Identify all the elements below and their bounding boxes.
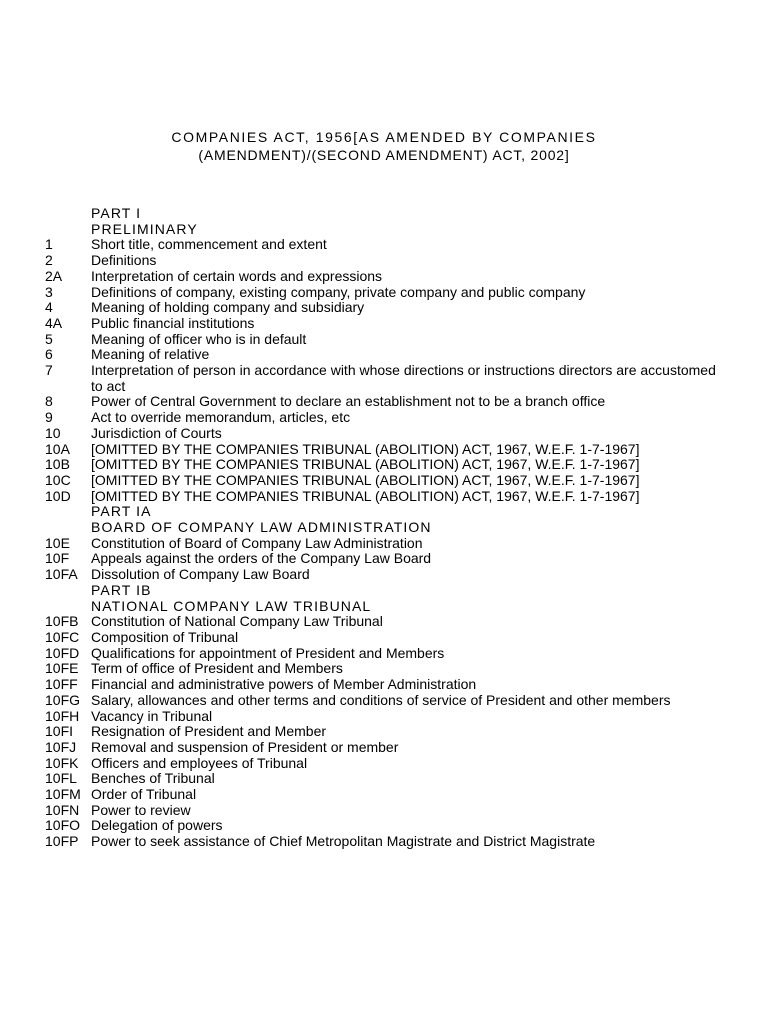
part-heading-text: PART I: [91, 205, 142, 221]
section-number: 3: [45, 283, 53, 300]
toc-row: [0, 803, 768, 819]
toc-row: [0, 300, 768, 316]
section-number: 10FG: [45, 691, 81, 708]
toc-row: [0, 489, 768, 505]
section-title: Power to review: [91, 801, 191, 818]
section-number: 10FJ: [45, 738, 77, 755]
toc-heading: [0, 206, 768, 222]
section-number: [0, 520, 91, 536]
section-number: 2A: [45, 267, 63, 284]
section-title: Salary, allowances and other terms and conditions of service of President and other members: [91, 691, 671, 708]
section-title: Vacancy in Tribunal: [91, 707, 213, 724]
section-number: 7: [45, 362, 53, 379]
toc-row: [0, 740, 768, 756]
part-heading-text: PRELIMINARY: [91, 220, 198, 237]
toc-row: [0, 426, 768, 442]
section-number: 1: [45, 236, 53, 253]
section-title: Interpretation of person in accordance with whose directions or instructions directors are accustomed to act: [91, 362, 716, 394]
toc-row: [0, 630, 768, 646]
section-number: 10A: [45, 440, 70, 457]
section-title: Act to override memorandum, articles, etc: [91, 409, 351, 426]
section-number: 10FH: [45, 707, 80, 724]
part-heading-text: PART IB: [91, 581, 152, 598]
section-number: 5: [45, 330, 53, 347]
table-of-contents: [0, 206, 768, 850]
section-title: Power to seek assistance of Chief Metropolitan Magistrate and District Magistrate: [91, 833, 596, 850]
toc-row: [0, 363, 768, 394]
section-number: [0, 206, 91, 222]
toc-row: [0, 332, 768, 348]
toc-row: [0, 567, 768, 583]
part-heading-text: PART IA: [91, 503, 152, 520]
section-title: Removal and suspension of President or member: [91, 738, 399, 755]
section-number: [0, 599, 91, 615]
toc-row: [0, 253, 768, 269]
section-number: 10FO: [45, 817, 81, 834]
section-title: Interpretation of certain words and expressions: [91, 267, 383, 284]
toc-row: [0, 646, 768, 662]
section-title: Officers and employees of Tribunal: [91, 754, 308, 771]
section-title: Jurisdiction of Courts: [91, 424, 222, 441]
section-number: 10FA: [45, 566, 78, 583]
section-number: 10FC: [45, 628, 80, 645]
document-title-line-1: COMPANIES ACT, 1956[AS AMENDED BY COMPANIES: [171, 129, 597, 145]
toc-row: [0, 614, 768, 630]
section-title: Resignation of President and Member: [91, 723, 327, 740]
toc-row: [0, 709, 768, 725]
section-number: 10: [45, 424, 61, 441]
section-number: 6: [45, 346, 53, 363]
section-number: 10FI: [45, 723, 74, 740]
toc-row: [0, 237, 768, 253]
toc-row: [0, 724, 768, 740]
section-title: Benches of Tribunal: [91, 770, 215, 787]
section-title: Constitution of Board of Company Law Administration: [91, 534, 423, 551]
section-title: Definitions of company, existing company, private company and public company: [91, 283, 586, 300]
section-title: Constitution of National Company Law Tribunal: [91, 613, 383, 630]
section-title: Definitions: [91, 252, 157, 269]
section-number: 8: [45, 393, 53, 410]
section-title: Meaning of officer who is in default: [91, 330, 307, 347]
toc-row: [0, 285, 768, 301]
section-title: Qualifications for appointment of President and Members: [91, 644, 445, 661]
section-number: [0, 583, 91, 599]
section-number: 4A: [45, 314, 63, 331]
section-number: 2: [45, 252, 53, 269]
toc-heading: [0, 583, 768, 599]
section-title: Term of office of President and Members: [91, 660, 343, 677]
section-number: 10C: [45, 471, 71, 488]
toc-row: [0, 818, 768, 834]
toc-row: [0, 457, 768, 473]
section-number: 10FD: [45, 644, 80, 661]
section-title: [OMITTED BY THE COMPANIES TRIBUNAL (ABOLITION) ACT, 1967, W.E.F. 1-7-1967]: [91, 456, 640, 473]
section-number: 10FB: [45, 613, 79, 630]
toc-row: [0, 442, 768, 458]
section-number: [0, 222, 91, 238]
toc-heading: [0, 520, 768, 536]
toc-row: [0, 316, 768, 332]
toc-row: [0, 269, 768, 285]
toc-row: [0, 677, 768, 693]
toc-row: [0, 834, 768, 850]
section-number: 10FL: [45, 770, 77, 787]
toc-heading: [0, 222, 768, 238]
toc-row: [0, 410, 768, 426]
toc-row: [0, 756, 768, 772]
toc-row: [0, 693, 768, 709]
section-number: 10E: [45, 534, 70, 551]
section-number: 10FF: [45, 676, 78, 693]
section-title: [OMITTED BY THE COMPANIES TRIBUNAL (ABOLITION) ACT, 1967, W.E.F. 1-7-1967]: [91, 440, 640, 457]
section-title: Meaning of holding company and subsidiary: [91, 299, 365, 316]
part-heading-text: BOARD OF COMPANY LAW ADMINISTRATION: [91, 519, 432, 536]
toc-row: [0, 551, 768, 567]
toc-row: [0, 771, 768, 787]
toc-row: [0, 661, 768, 677]
section-title: Power of Central Government to declare an establishment not to be a branch office: [91, 393, 606, 410]
section-number: 10F: [45, 550, 70, 567]
section-title: Delegation of powers: [91, 817, 223, 834]
section-title: Financial and administrative powers of Member Administration: [91, 676, 477, 693]
section-title: Appeals against the orders of the Company Law Board: [91, 550, 432, 567]
section-title: Short title, commencement and extent: [91, 236, 327, 253]
section-title: [OMITTED BY THE COMPANIES TRIBUNAL (ABOLITION) ACT, 1967, W.E.F. 1-7-1967]: [91, 471, 640, 488]
section-number: 4: [45, 299, 53, 316]
section-title: [OMITTED BY THE COMPANIES TRIBUNAL (ABOLITION) ACT, 1967, W.E.F. 1-7-1967]: [91, 487, 640, 504]
section-number: 10FN: [45, 801, 80, 818]
part-heading-text: NATIONAL COMPANY LAW TRIBUNAL: [91, 597, 372, 614]
section-title: Dissolution of Company Law Board: [91, 566, 310, 583]
section-title: Meaning of relative: [91, 346, 210, 363]
toc-heading: [0, 504, 768, 520]
section-number: 10FK: [45, 754, 79, 771]
section-number: [0, 504, 91, 520]
section-number: 10B: [45, 456, 70, 473]
section-number: 10FM: [45, 786, 81, 803]
toc-row: [0, 394, 768, 410]
section-number: 10FE: [45, 660, 79, 677]
section-title: Order of Tribunal: [91, 786, 197, 803]
toc-row: [0, 347, 768, 363]
toc-row: [0, 787, 768, 803]
toc-row: [0, 473, 768, 489]
section-title: Public financial institutions: [91, 314, 255, 331]
section-number: 10D: [45, 487, 71, 504]
toc-row: [0, 536, 768, 552]
document-title-line-2: (AMENDMENT)/(SECOND AMENDMENT) ACT, 2002]: [198, 147, 570, 163]
toc-heading: [0, 599, 768, 615]
section-number: 9: [45, 409, 53, 426]
section-title: Composition of Tribunal: [91, 628, 239, 645]
section-number: 10FP: [45, 833, 79, 850]
